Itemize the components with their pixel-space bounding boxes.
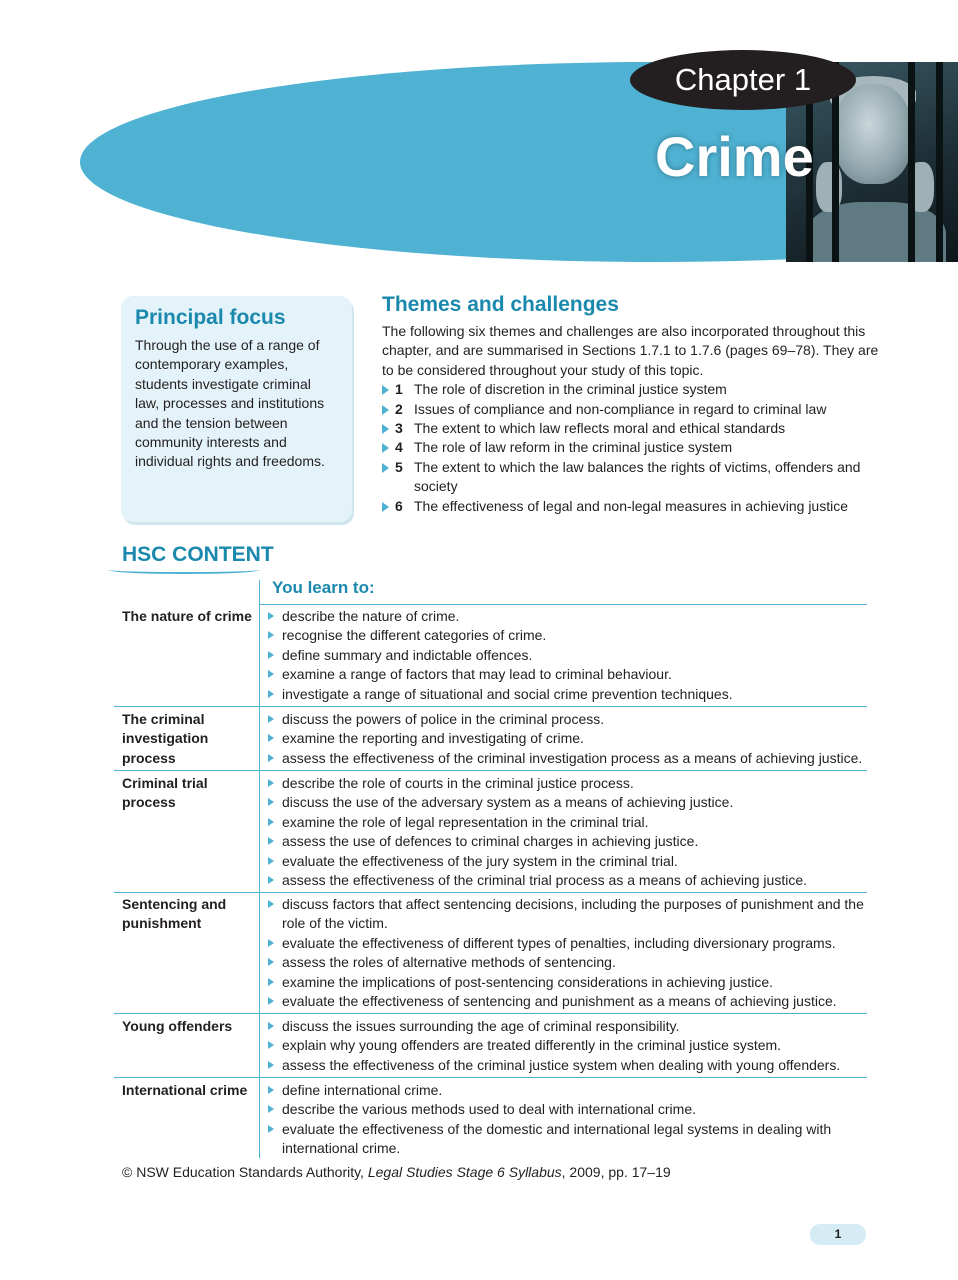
bullet-triangle-icon <box>268 997 274 1005</box>
citation <box>122 1164 671 1180</box>
bullet-triangle-icon <box>382 502 389 512</box>
bullet-triangle-icon <box>268 1041 274 1049</box>
list-item-text: describe the role of courts in the criminal justice process. <box>282 775 634 791</box>
theme-item <box>382 438 882 457</box>
bullet-triangle-icon <box>268 1125 274 1133</box>
list-item <box>268 685 868 704</box>
bullet-triangle-icon <box>268 1105 274 1113</box>
list-item <box>268 1056 868 1075</box>
bullet-triangle-icon <box>268 1022 274 1030</box>
bullet-triangle-icon <box>268 978 274 986</box>
themes-intro: The following six themes and challenges are also incorporated throughout this chapter, and are summarised in Sections 1.7.1 to 1.7.6 (pages 69–78). They are to be considered throughout your study of this topic. <box>382 323 879 378</box>
bullet-triangle-icon <box>268 818 274 826</box>
list-item <box>268 1036 868 1055</box>
list-item <box>268 626 868 645</box>
list-item <box>268 992 868 1011</box>
theme-item <box>382 458 882 497</box>
bullet-triangle-icon <box>268 1061 274 1069</box>
chapter-banner <box>0 0 958 280</box>
bullet-triangle-icon <box>268 670 274 678</box>
table-divider-vertical <box>259 580 260 1158</box>
list-item <box>268 729 868 748</box>
list-item-text: discuss factors that affect sentencing decisions, including the purposes of punishment and the role of the victim. <box>282 896 864 932</box>
list-item-text: describe the various methods used to deal with international crime. <box>282 1101 696 1118</box>
principal-focus-box <box>121 296 352 522</box>
bullet-triangle-icon <box>268 1086 274 1094</box>
theme-text: The effectiveness of legal and non-legal measures in achieving justice <box>414 497 848 514</box>
list-item-text: assess the roles of alternative methods of sentencing. <box>282 954 616 971</box>
list-item-text: investigate a range of situational and social crime prevention techniques. <box>282 685 733 702</box>
hsc-heading-underline <box>108 566 260 574</box>
list-item-text: describe the nature of crime. <box>282 608 460 624</box>
list-item-text: discuss the use of the adversary system as a means of achieving justice. <box>282 794 734 811</box>
list-item-text: examine a range of factors that may lead to criminal behaviour. <box>282 666 672 683</box>
bullet-triangle-icon <box>268 754 274 762</box>
bullet-triangle-icon <box>268 779 274 787</box>
chapter-label: Chapter 1 <box>630 50 856 110</box>
list-item <box>268 813 868 832</box>
theme-item <box>382 419 882 438</box>
list-item <box>268 607 868 626</box>
list-item-text: recognise the different categories of crime. <box>282 627 547 644</box>
table-divider-horizontal <box>114 892 867 893</box>
theme-item <box>382 497 882 516</box>
bullet-triangle-icon <box>268 900 274 908</box>
themes-heading: Themes and challenges <box>382 293 619 316</box>
theme-text: The role of discretion in the criminal justice system <box>414 381 727 398</box>
list-item <box>268 1120 868 1159</box>
table-divider-horizontal <box>259 604 867 605</box>
list-item-text: examine the implications of post-sentencing considerations in achieving justice. <box>282 973 774 990</box>
themes-section <box>382 293 882 516</box>
bullet-triangle-icon <box>382 405 389 415</box>
section-items <box>268 895 868 1011</box>
bullet-triangle-icon <box>268 857 274 865</box>
table-divider-horizontal <box>114 1077 867 1078</box>
page-number: 1 <box>810 1224 866 1245</box>
bullet-triangle-icon <box>268 939 274 947</box>
principal-focus-body: Through the use of a range of contemporary examples, students investigate criminal law, processes and institutions and the tension between community interests and individual rights and freedoms. <box>135 337 325 470</box>
list-item-text: explain why young offenders are treated differently in the criminal justice system. <box>282 1037 782 1054</box>
list-item <box>268 934 868 953</box>
citation-prefix: © NSW Education Standards Authority, <box>122 1164 368 1180</box>
bullet-triangle-icon <box>268 798 274 806</box>
list-item-text: evaluate the effectiveness of the jury system in the criminal trial. <box>282 852 678 869</box>
section-label: Criminal trial process <box>122 775 208 811</box>
theme-text: The extent to which law reflects moral and ethical standards <box>414 420 786 437</box>
theme-number: 1 <box>395 381 403 398</box>
bullet-triangle-icon <box>268 651 274 659</box>
theme-number: 6 <box>395 497 403 514</box>
list-item-text: define international crime. <box>282 1082 443 1098</box>
list-item-text: evaluate the effectiveness of different types of penalties, including diversionary programs. <box>282 934 836 951</box>
section-items <box>268 774 868 890</box>
section-label: The criminal investigation process <box>122 711 209 766</box>
table-divider-horizontal <box>114 770 867 771</box>
citation-suffix: , 2009, pp. 17–19 <box>561 1164 671 1180</box>
section-items <box>268 1081 868 1159</box>
theme-text: Issues of compliance and non-compliance in regard to criminal law <box>414 400 827 417</box>
theme-text: The extent to which the law balances the rights of victims, offenders and society <box>414 458 861 495</box>
bullet-triangle-icon <box>268 958 274 966</box>
list-item-text: discuss the issues surrounding the age of criminal responsibility. <box>282 1018 680 1034</box>
you-learn-to-heading: You learn to: <box>272 578 375 597</box>
list-item <box>268 895 868 934</box>
section-items <box>268 710 868 768</box>
list-item <box>268 871 868 890</box>
list-item-text: evaluate the effectiveness of the domestic and international legal systems in dealing with international crime. <box>282 1120 832 1157</box>
list-item <box>268 793 868 812</box>
bullet-triangle-icon <box>382 443 389 453</box>
section-label: Young offenders <box>122 1018 233 1034</box>
list-item <box>268 749 868 768</box>
list-item <box>268 1100 868 1119</box>
bullet-triangle-icon <box>268 734 274 742</box>
list-item-text: examine the reporting and investigating of crime. <box>282 730 584 747</box>
chapter-title: Crime <box>655 125 814 188</box>
bullet-triangle-icon <box>268 612 274 620</box>
citation-title: Legal Studies Stage 6 Syllabus <box>367 1164 562 1180</box>
list-item-text: examine the role of legal representation in the criminal trial. <box>282 813 649 830</box>
section-items <box>268 1017 868 1075</box>
list-item-text: discuss the powers of police in the criminal process. <box>282 711 605 727</box>
bullet-triangle-icon <box>268 837 274 845</box>
table-divider-horizontal <box>114 706 867 707</box>
list-item-text: assess the effectiveness of the criminal trial process as a means of achieving justice. <box>282 872 807 889</box>
list-item-text: assess the effectiveness of the criminal investigation process as a means of achieving justice. <box>282 749 863 766</box>
list-item-text: assess the effectiveness of the criminal justice system when dealing with young offenders. <box>282 1056 841 1073</box>
bullet-triangle-icon <box>382 424 389 434</box>
list-item <box>268 710 868 729</box>
themes-list <box>382 380 882 516</box>
table-divider-horizontal <box>114 1013 867 1014</box>
theme-number: 2 <box>395 400 403 417</box>
section-label: International crime <box>122 1082 248 1098</box>
section-label: The nature of crime <box>122 608 252 624</box>
theme-item <box>382 380 882 399</box>
theme-number: 5 <box>395 458 403 475</box>
list-item <box>268 646 868 665</box>
section-items <box>268 607 868 704</box>
principal-focus-heading: Principal focus <box>135 306 286 329</box>
hsc-content-heading: HSC CONTENT <box>122 543 274 566</box>
theme-number: 4 <box>395 439 403 456</box>
theme-number: 3 <box>395 420 403 437</box>
list-item <box>268 973 868 992</box>
section-label: Sentencing and punishment <box>122 896 227 932</box>
list-item <box>268 953 868 972</box>
list-item <box>268 1081 868 1100</box>
bullet-triangle-icon <box>268 690 274 698</box>
list-item-text: define summary and indictable offences. <box>282 646 533 663</box>
list-item-text: assess the use of defences to criminal charges in achieving justice. <box>282 833 699 850</box>
theme-item <box>382 400 882 419</box>
theme-text: The role of law reform in the criminal justice system <box>414 439 733 456</box>
list-item-text: evaluate the effectiveness of sentencing and punishment as a means of achieving justice. <box>282 993 837 1010</box>
bullet-triangle-icon <box>382 385 389 395</box>
list-item <box>268 665 868 684</box>
list-item <box>268 1017 868 1036</box>
list-item <box>268 852 868 871</box>
bullet-triangle-icon <box>268 631 274 639</box>
bullet-triangle-icon <box>268 876 274 884</box>
list-item <box>268 832 868 851</box>
bullet-triangle-icon <box>268 715 274 723</box>
bullet-triangle-icon <box>382 463 389 473</box>
list-item <box>268 774 868 793</box>
